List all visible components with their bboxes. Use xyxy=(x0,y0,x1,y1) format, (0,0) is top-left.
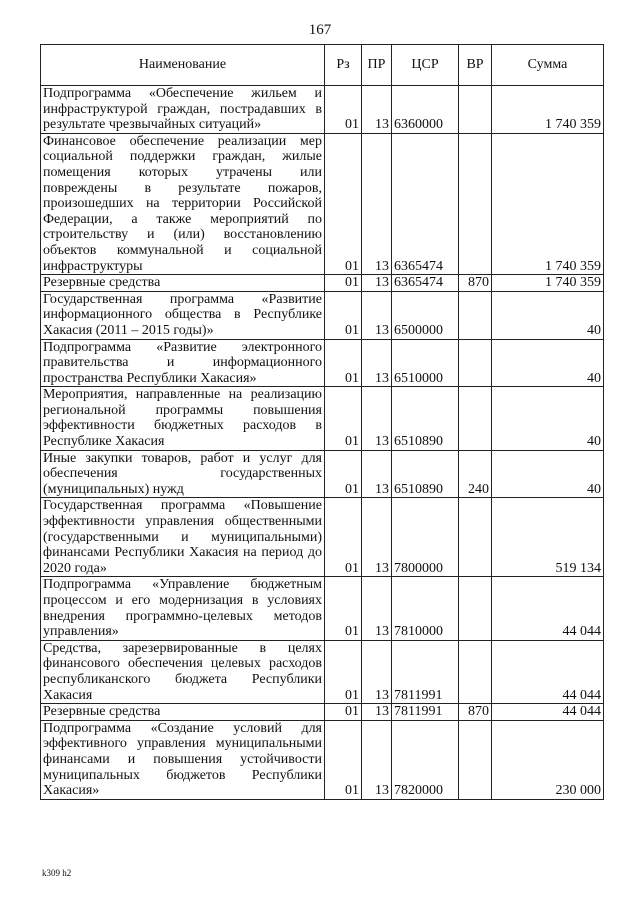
row-vr: 870 xyxy=(459,275,492,292)
row-pr: 13 xyxy=(362,339,392,387)
row-vr xyxy=(459,577,492,640)
row-pr: 13 xyxy=(362,275,392,292)
row-sum: 1 740 359 xyxy=(492,133,604,274)
row-rz: 01 xyxy=(325,498,362,577)
row-sum: 40 xyxy=(492,450,604,498)
row-name: Финансовое обеспечение реализации мер социальной поддержки граждан, жилые помещения которых утрачены или повреждены в результате пожаров, произошедших на территории Российской Федерации, а также мероприятий по строительству и (или) восстановлению объектов коммунальной и социальной инфраструктуры xyxy=(41,133,325,274)
row-vr xyxy=(459,339,492,387)
row-name: Подпрограмма «Создание условий для эффективного управления муниципальными финансами и повышения устойчивости муниципальных бюджетов Республики Хакасия» xyxy=(41,720,325,799)
table-row xyxy=(41,450,604,498)
row-pr: 13 xyxy=(362,387,392,450)
row-name: Средства, зарезервированные в целях финансового обеспечения целевых расходов республиканского бюджета Республики Хакасия xyxy=(41,640,325,703)
row-sum: 519 134 xyxy=(492,498,604,577)
row-name: Подпрограмма «Обеспечение жильем и инфраструктурой граждан, пострадавших в результате чрезвычайных ситуаций» xyxy=(41,86,325,134)
header-csr: ЦСР xyxy=(392,45,459,86)
table-row xyxy=(41,339,604,387)
row-sum: 40 xyxy=(492,339,604,387)
row-csr: 6500000 xyxy=(392,291,459,339)
row-csr: 6365474 xyxy=(392,133,459,274)
row-csr: 7811991 xyxy=(392,704,459,721)
header-rz: Рз xyxy=(325,45,362,86)
row-sum: 1 740 359 xyxy=(492,275,604,292)
row-rz: 01 xyxy=(325,86,362,134)
row-pr: 13 xyxy=(362,86,392,134)
row-rz: 01 xyxy=(325,704,362,721)
table-row xyxy=(41,720,604,799)
row-name: Резервные средства xyxy=(41,704,325,721)
row-sum: 40 xyxy=(492,291,604,339)
row-csr: 7800000 xyxy=(392,498,459,577)
footer-code: k309 h2 xyxy=(42,868,72,878)
table-row xyxy=(41,387,604,450)
row-name: Государственная программа «Повышение эффективности управления общественными (государственными и муниципальными) финансами Республики Хакасия на период до 2020 года» xyxy=(41,498,325,577)
row-rz: 01 xyxy=(325,387,362,450)
row-pr: 13 xyxy=(362,720,392,799)
row-rz: 01 xyxy=(325,450,362,498)
row-vr: 870 xyxy=(459,704,492,721)
row-rz: 01 xyxy=(325,275,362,292)
row-csr: 6510890 xyxy=(392,387,459,450)
row-rz: 01 xyxy=(325,291,362,339)
row-vr xyxy=(459,291,492,339)
header-vr: ВР xyxy=(459,45,492,86)
row-vr xyxy=(459,498,492,577)
row-sum: 1 740 359 xyxy=(492,86,604,134)
row-name: Подпрограмма «Развитие электронного правительства и информационного пространства Республики Хакасия» xyxy=(41,339,325,387)
row-name: Государственная программа «Развитие информационного общества в Республике Хакасия (2011 – 2015 годы)» xyxy=(41,291,325,339)
row-pr: 13 xyxy=(362,577,392,640)
row-rz: 01 xyxy=(325,640,362,703)
row-csr: 7810000 xyxy=(392,577,459,640)
table-row xyxy=(41,640,604,703)
table-header-row xyxy=(41,45,604,86)
row-name: Мероприятия, направленные на реализацию региональной программы повышения эффективности бюджетных расходов в Республике Хакасия xyxy=(41,387,325,450)
row-pr: 13 xyxy=(362,640,392,703)
row-csr: 6510890 xyxy=(392,450,459,498)
page-number: 167 xyxy=(308,22,332,38)
table-row xyxy=(41,577,604,640)
row-sum: 40 xyxy=(492,387,604,450)
row-vr xyxy=(459,133,492,274)
table-row xyxy=(41,86,604,134)
row-vr xyxy=(459,720,492,799)
table-row xyxy=(41,498,604,577)
row-rz: 01 xyxy=(325,577,362,640)
row-pr: 13 xyxy=(362,704,392,721)
row-vr xyxy=(459,86,492,134)
header-sum: Сумма xyxy=(492,45,604,86)
row-rz: 01 xyxy=(325,720,362,799)
table-row xyxy=(41,704,604,721)
row-sum: 44 044 xyxy=(492,704,604,721)
row-sum: 44 044 xyxy=(492,577,604,640)
row-pr: 13 xyxy=(362,450,392,498)
table-row xyxy=(41,291,604,339)
header-pr: ПР xyxy=(362,45,392,86)
row-name: Подпрограмма «Управление бюджетным процессом и его модернизация в условиях внедрения программно-целевых методов управления» xyxy=(41,577,325,640)
table-row xyxy=(41,275,604,292)
row-pr: 13 xyxy=(362,291,392,339)
row-csr: 6365474 xyxy=(392,275,459,292)
row-name: Иные закупки товаров, работ и услуг для обеспечения государственных (муниципальных) нужд xyxy=(41,450,325,498)
row-vr: 240 xyxy=(459,450,492,498)
row-vr xyxy=(459,387,492,450)
row-csr: 6510000 xyxy=(392,339,459,387)
row-sum: 44 044 xyxy=(492,640,604,703)
row-csr: 6360000 xyxy=(392,86,459,134)
row-vr xyxy=(459,640,492,703)
row-rz: 01 xyxy=(325,133,362,274)
row-rz: 01 xyxy=(325,339,362,387)
table-row xyxy=(41,133,604,274)
row-pr: 13 xyxy=(362,498,392,577)
header-name: Наименование xyxy=(41,45,325,86)
budget-table xyxy=(40,44,604,800)
row-csr: 7811991 xyxy=(392,640,459,703)
row-csr: 7820000 xyxy=(392,720,459,799)
row-pr: 13 xyxy=(362,133,392,274)
row-sum: 230 000 xyxy=(492,720,604,799)
row-name: Резервные средства xyxy=(41,275,325,292)
